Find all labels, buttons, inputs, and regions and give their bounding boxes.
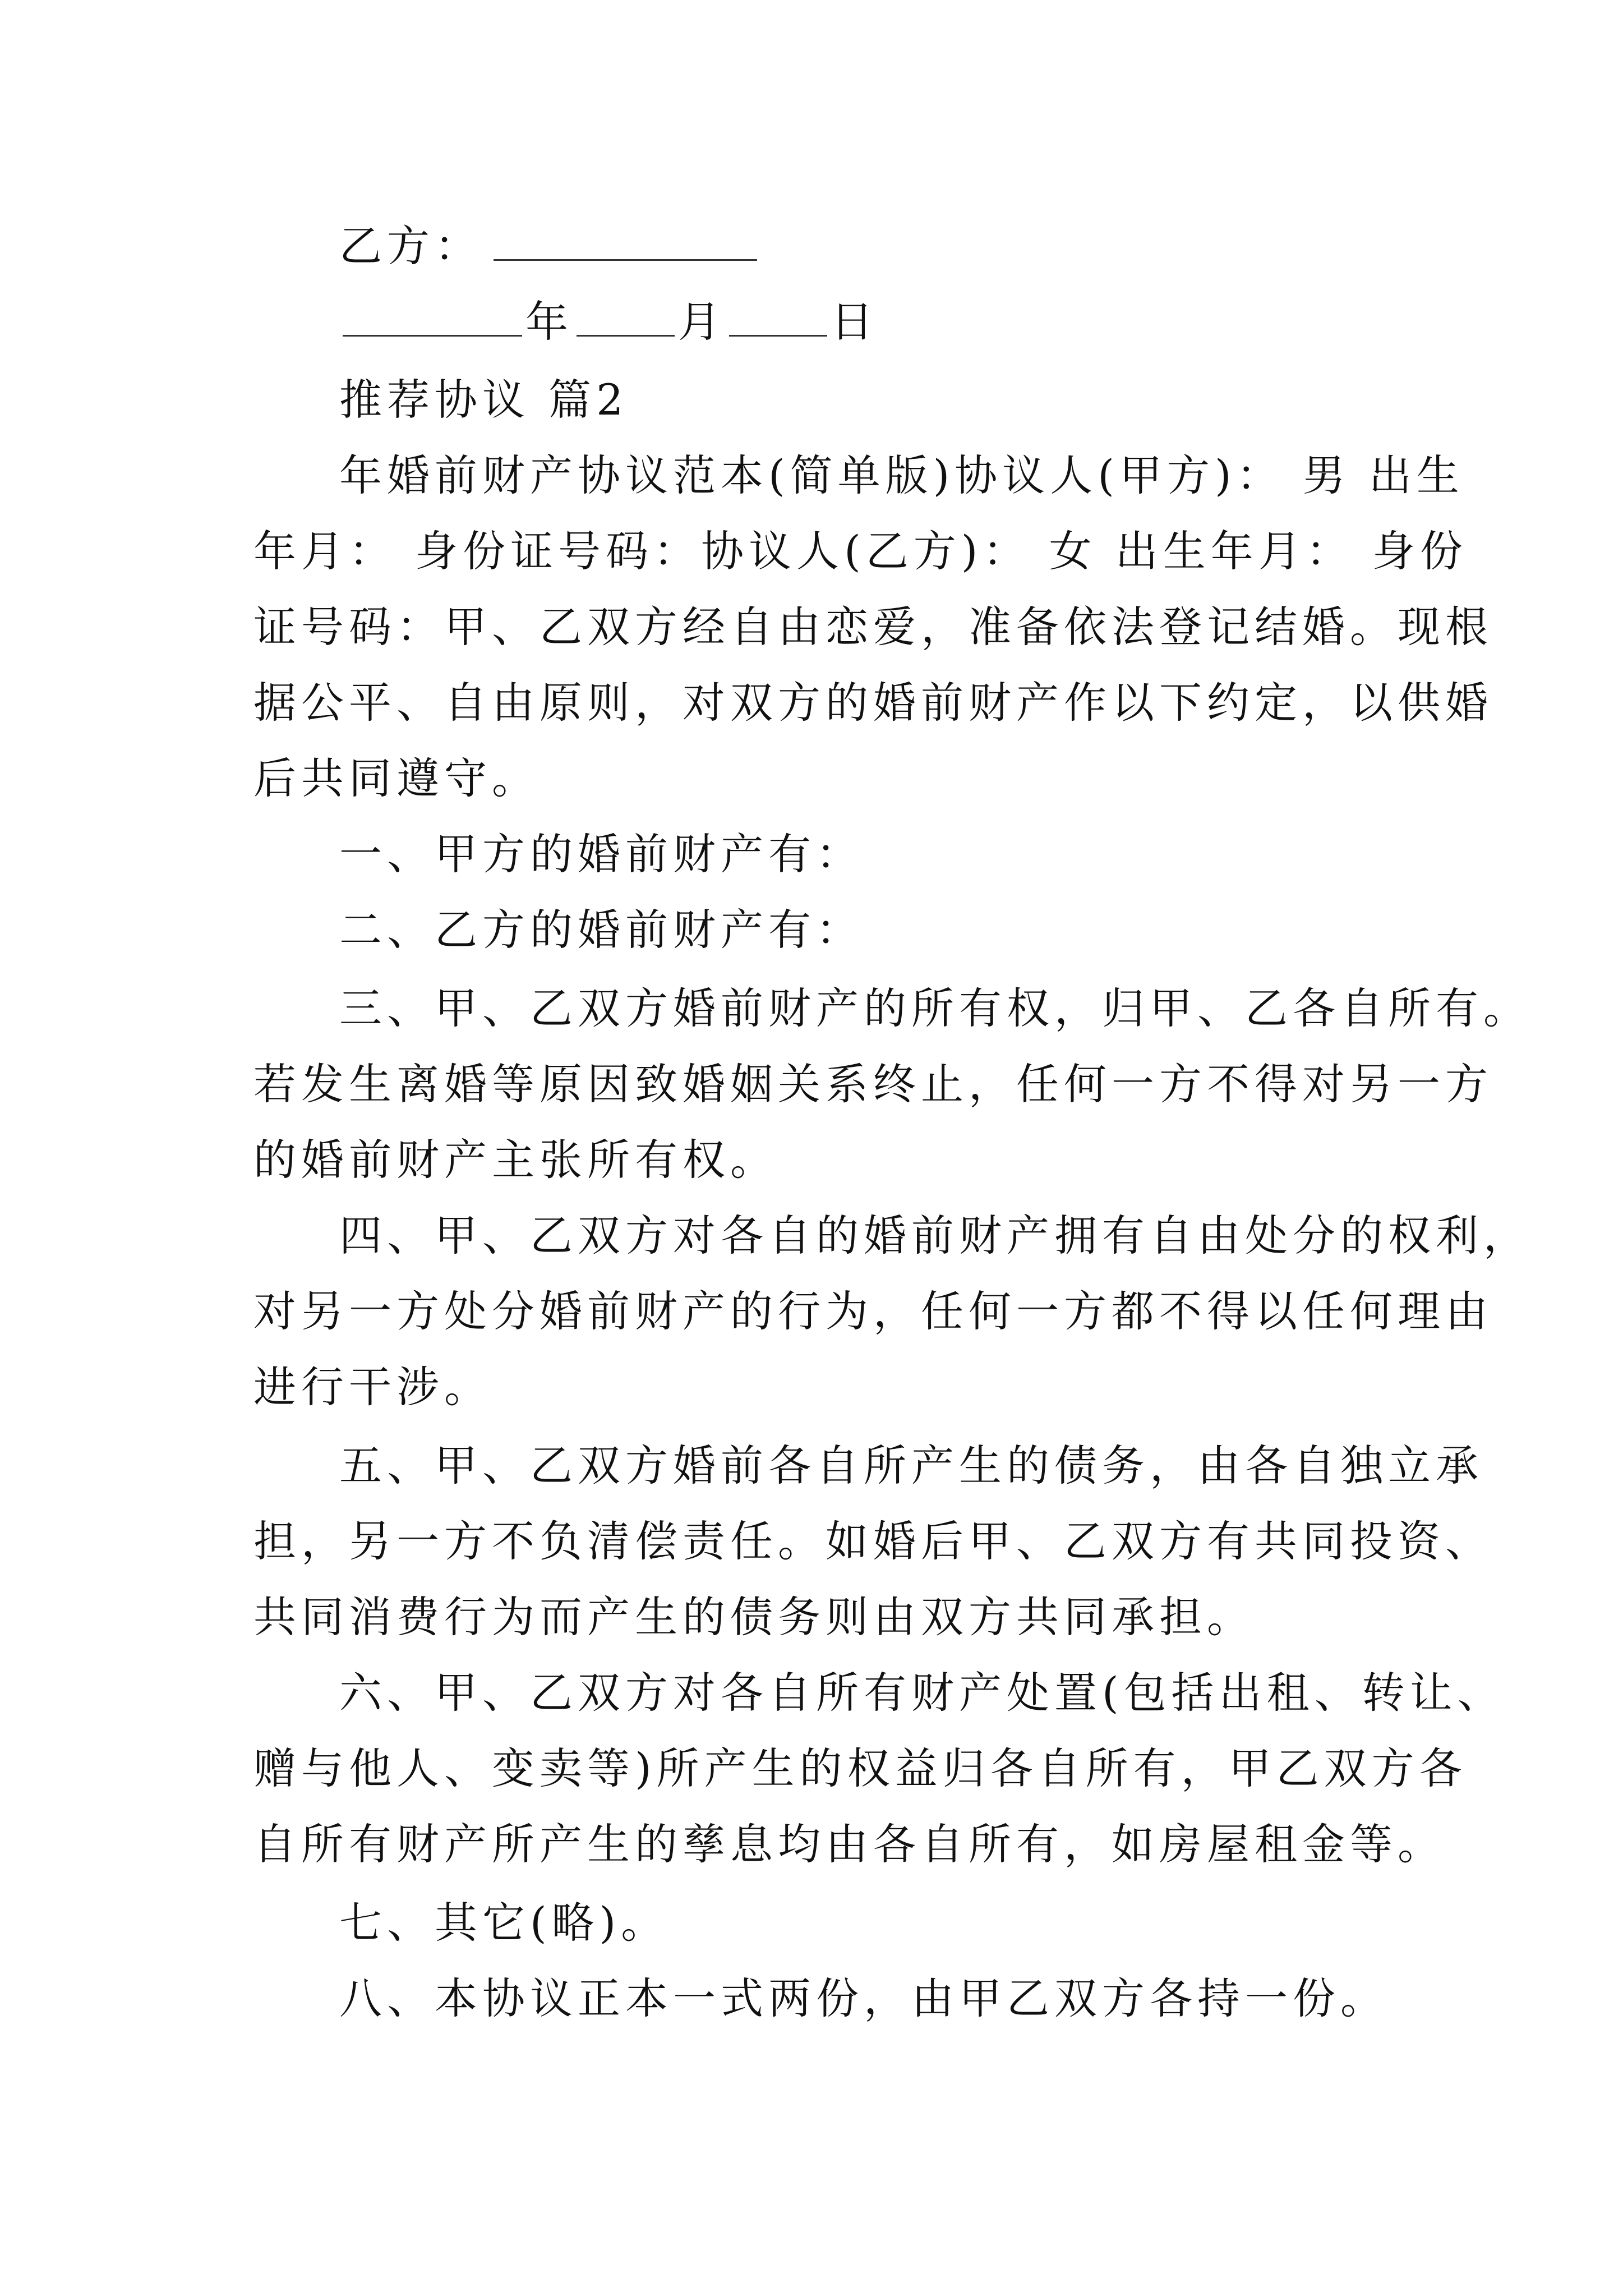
body-line: 后共同遵守。 xyxy=(253,753,540,803)
body-line: 担，另一方不负清偿责任。如婚后甲、乙双方有共同投资、 xyxy=(253,1516,1493,1566)
body-line: 四、甲、乙双方对各自的婚前财产拥有自由处分的权利， xyxy=(339,1211,1531,1260)
body-line: 自所有财产所产生的孳息均由各自所有，如房屋租金等。 xyxy=(253,1819,1445,1869)
body-line: 二、乙方的婚前财产有： xyxy=(339,905,864,955)
year-label: 年 xyxy=(525,297,573,347)
body-line: 证号码：甲、乙双方经自由恋爱，准备依法登记结婚。现根 xyxy=(253,602,1493,652)
body-line: 共同消费行为而产生的债务则由双方共同承担。 xyxy=(253,1592,1255,1642)
party-b-blank xyxy=(494,224,757,261)
body-line: 的婚前财产主张所有权。 xyxy=(253,1135,778,1185)
body-line: 据公平、自由原则，对双方的婚前财产作以下约定，以供婚 xyxy=(253,678,1493,728)
body-line: 七、其它(略)。 xyxy=(339,1898,669,1948)
body-line: 年月： 身份证号码：协议人(乙方)： 女 出生年月： 身份 xyxy=(253,526,1468,576)
body-line: 一、甲方的婚前财产有： xyxy=(339,829,864,879)
body-line: 对另一方处分婚前财产的行为，任何一方都不得以任何理由 xyxy=(253,1286,1493,1336)
body-line: 六、甲、乙双方对各自所有财产处置(包括出租、转让、 xyxy=(339,1668,1505,1718)
month-blank xyxy=(577,300,675,337)
body-line: 进行干涉。 xyxy=(253,1362,492,1412)
month-label: 月 xyxy=(678,297,726,347)
body-line: 五、甲、乙双方婚前各自所产生的债务，由各自独立承 xyxy=(339,1441,1483,1490)
date-line xyxy=(339,297,878,347)
year-blank xyxy=(343,300,522,337)
body-line: 三、甲、乙双方婚前财产的所有权，归甲、乙各自所有。 xyxy=(339,983,1531,1033)
party-b-label: 乙方： xyxy=(339,221,482,271)
body-line: 赠与他人、变卖等)所产生的权益归各自所有，甲乙双方各 xyxy=(253,1743,1467,1793)
day-label: 日 xyxy=(831,297,878,347)
body-line: 年婚前财产协议范本(简单版)协议人(甲方)： 男 出生 xyxy=(339,450,1464,500)
day-blank xyxy=(729,300,827,337)
body-line: 八、本协议正本一式两份，由甲乙双方各持一份。 xyxy=(339,1973,1388,2023)
body-line: 若发生离婚等原因致婚姻关系终止，任何一方不得对另一方 xyxy=(253,1059,1493,1109)
section-title: 推荐协议 篇2 xyxy=(339,375,629,425)
party-b-signature-line xyxy=(339,221,760,271)
